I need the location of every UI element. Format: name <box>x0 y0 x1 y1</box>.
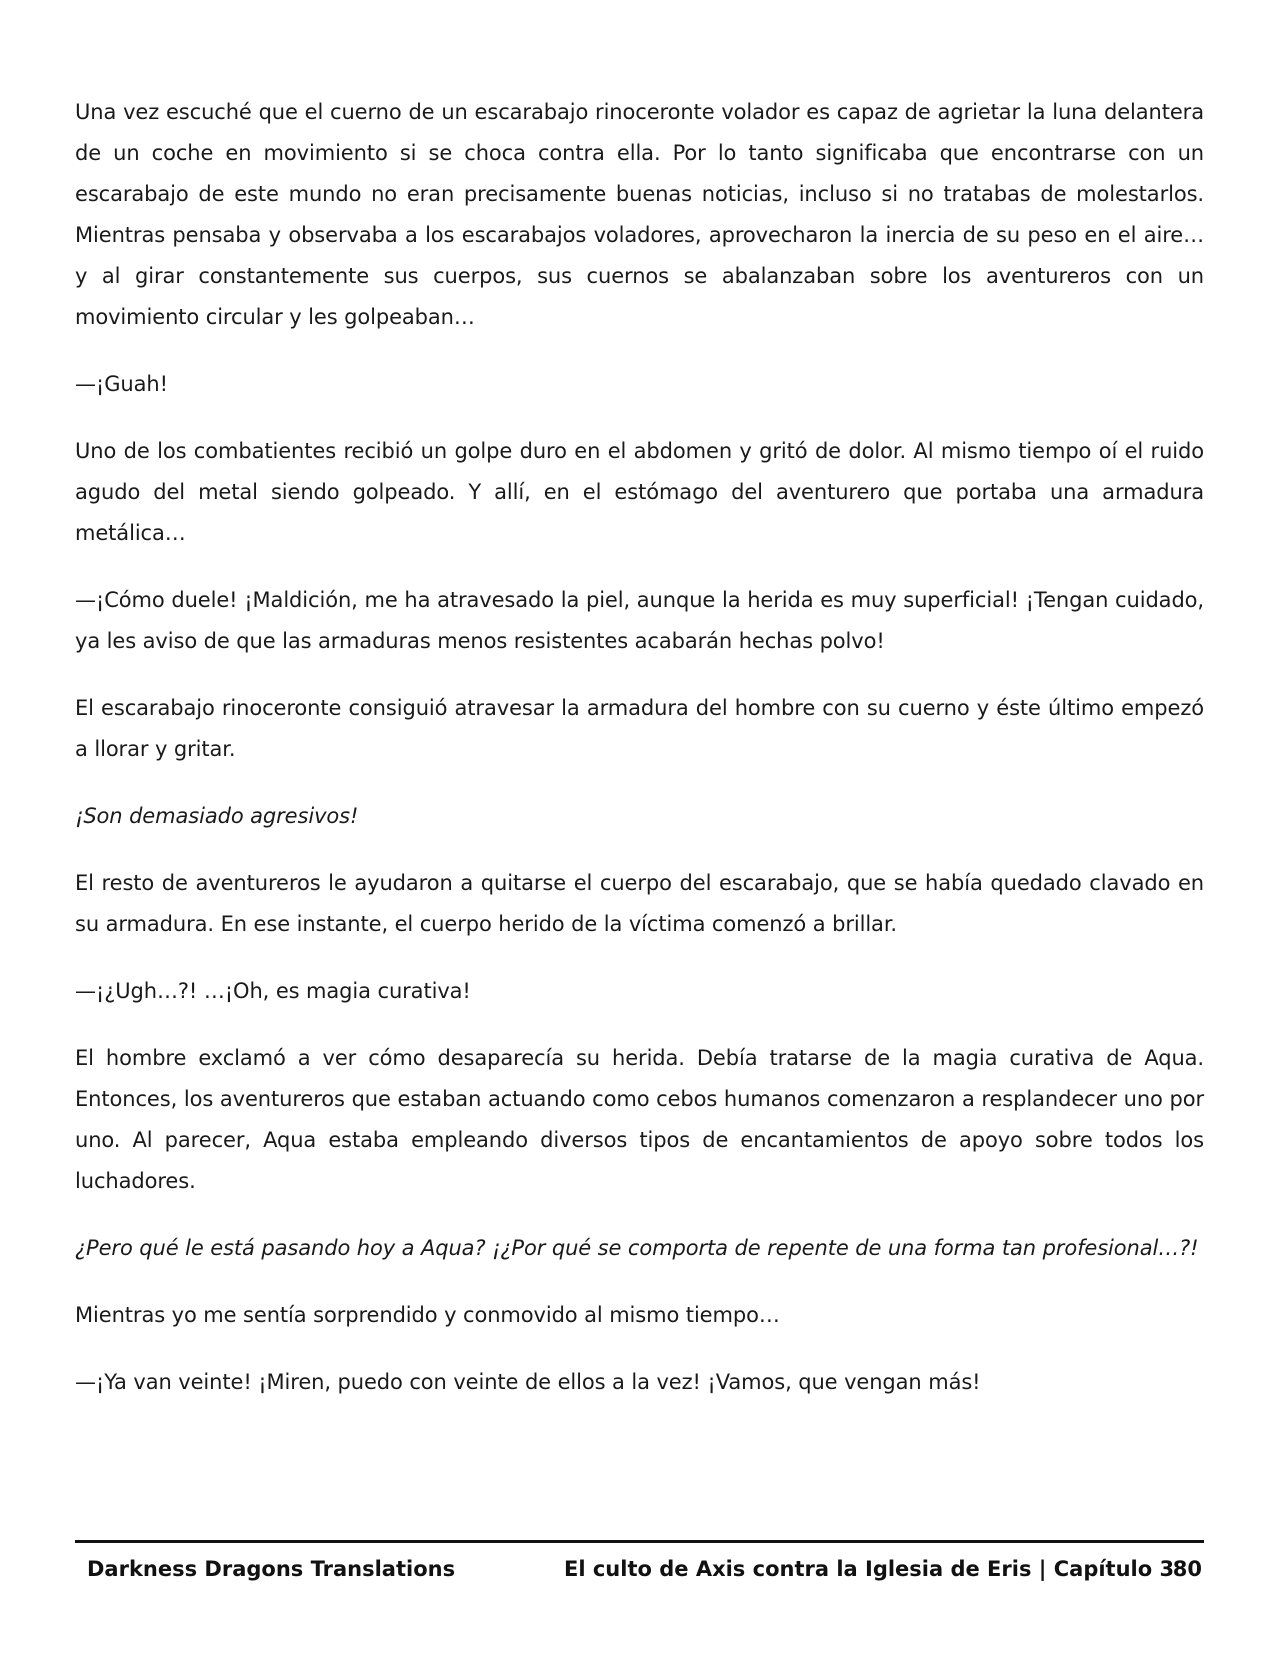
page-footer <box>75 1540 1204 1603</box>
paragraph-1: Una vez escuché que el cuerno de un escarabajo rinoceronte volador es capaz de agrietar la luna delantera de un coche en movimiento si se choca contra ella. Por lo tanto significaba que encontrarse con un escarabajo de este mundo no eran precisamente buenas noticias, incluso si no tratabas de molestarlos. Mientras pensaba y observaba a los escarabajos voladores, aprovecharon la inercia de su peso en el aire… y al girar constantemente sus cuerpos, sus cuernos se abalanzaban sobre los aventureros con un movimiento circular y les golpeaban… <box>75 100 1204 329</box>
footer-page-number: 80 <box>1172 1557 1202 1581</box>
dialogue-veinte: —¡Ya van veinte! ¡Miren, puedo con veinte de ellos a la vez! ¡Vamos, que vengan más! <box>75 1370 981 1394</box>
paragraph-9: El hombre exclamó a ver cómo desaparecía su herida. Debía tratarse de la magia curativa de Aqua. Entonces, los aventureros que estaban actuando como cebos humanos comenzaron a resplandecer uno por uno. Al parecer, Aqua estaba empleando diversos tipos de encantamientos de apoyo sobre todos los luchadores. <box>75 1046 1204 1193</box>
thought-agresivos: ¡Son demasiado agresivos! <box>75 804 359 828</box>
paragraph-5: El escarabajo rinoceronte consiguió atravesar la armadura del hombre con su cuerno y éste último empezó a llorar y gritar. <box>75 696 1204 761</box>
footer-translator: Darkness Dragons Translations <box>87 1557 456 1581</box>
paragraph-11: Mientras yo me sentía sorprendido y conmovido al mismo tiempo… <box>75 1303 780 1327</box>
paragraph-3: Uno de los combatientes recibió un golpe duro en el abdomen y gritó de dolor. Al mismo tiempo oí el ruido agudo del metal siendo golpeado. Y allí, en el estómago del aventurero que portaba una armadura metálica… <box>75 439 1204 545</box>
document-body <box>75 92 1204 1429</box>
footer-chapter: El culto de Axis contra la Iglesia de Eris | Capítulo 3 <box>564 1557 1175 1581</box>
dialogue-magia-curativa: —¡¿Ugh…?! …¡Oh, es magia curativa! <box>75 979 471 1003</box>
dialogue-como-duele: —¡Cómo duele! ¡Maldición, me ha atravesado la piel, aunque la herida es muy superficial! ¡Tengan cuidado, ya les aviso de que las armaduras menos resistentes acabarán hechas polvo! <box>75 588 1204 653</box>
paragraph-7: El resto de aventureros le ayudaron a quitarse el cuerpo del escarabajo, que se había quedado clavado en su armadura. En ese instante, el cuerpo herido de la víctima comenzó a brillar. <box>75 871 1204 936</box>
dialogue-guah: —¡Guah! <box>75 372 168 396</box>
thought-aqua: ¿Pero qué le está pasando hoy a Aqua? ¡¿Por qué se comporta de repente de una forma tan profesional…?! <box>75 1236 1199 1260</box>
